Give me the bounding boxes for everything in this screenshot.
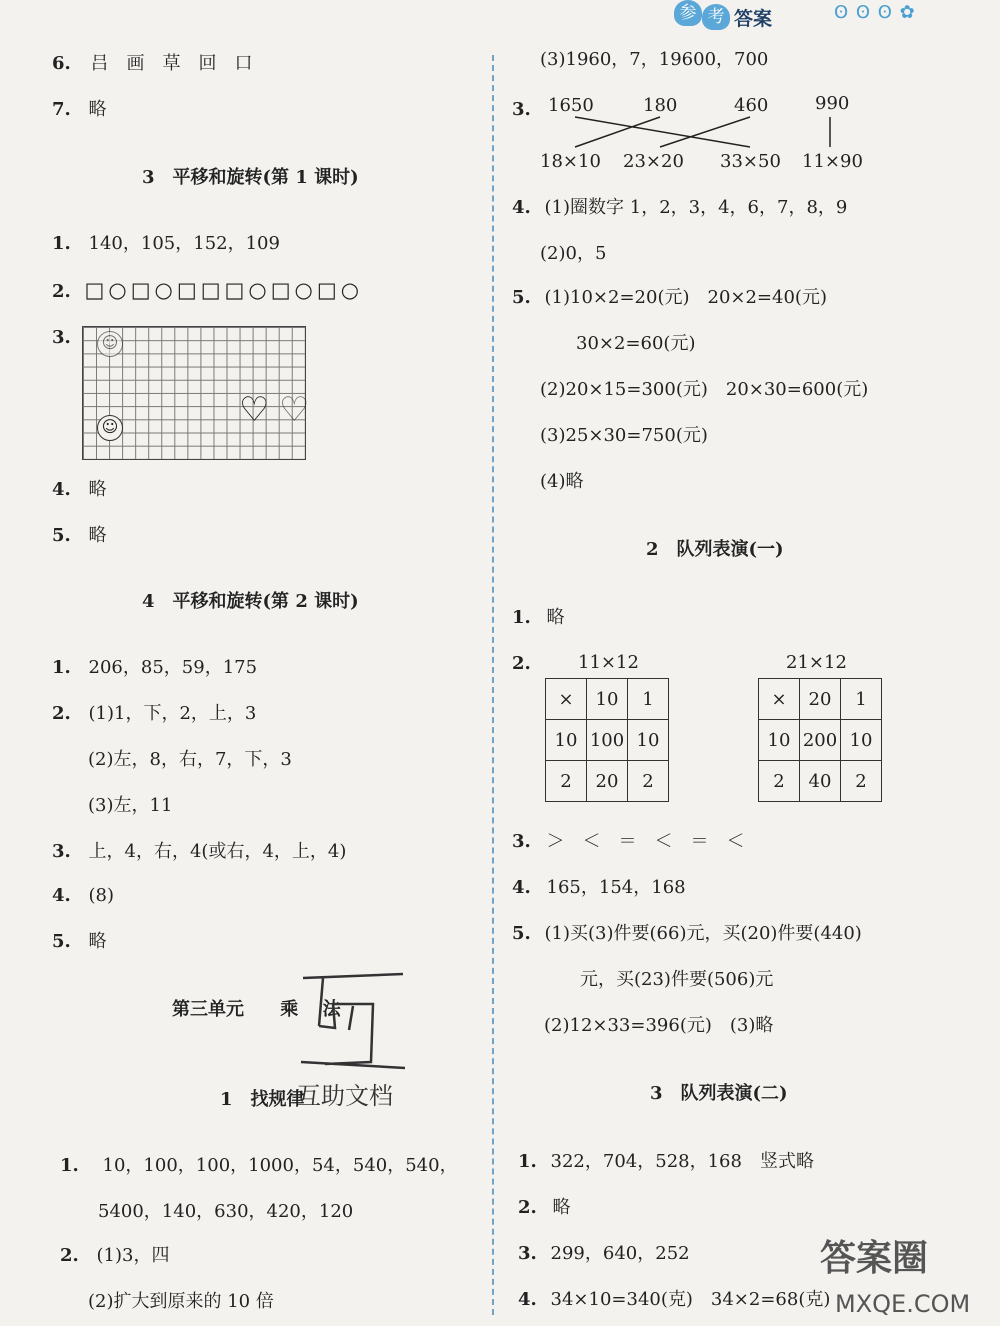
- left-q7: 7. 略: [52, 99, 107, 120]
- right-p4: 4. 165，154，168: [512, 877, 686, 898]
- flower-decoration-icon: ʘ ʘ ʘ ✿: [834, 2, 916, 23]
- right-q5-b: 30×2=60(元): [576, 333, 696, 354]
- table-cell: ×: [546, 679, 587, 720]
- left-q6: 6. 吕 画 草 回 口: [52, 53, 253, 74]
- left-u1q2-b: (2)扩大到原来的 10 倍: [88, 1291, 274, 1312]
- right-p3: 3. ＞ ＜ ＝ ＜ ＝ ＜: [512, 831, 745, 852]
- site-url: MXQE.COM: [835, 1290, 971, 1318]
- translation-grid: [82, 326, 310, 460]
- left-s4q2: 2. (1)1，下，2，上，3: [52, 703, 257, 724]
- header-badge-1: 参: [674, 0, 702, 26]
- left-u1q2: 2. (1)3，四: [60, 1245, 170, 1266]
- table-cell: 20: [800, 679, 841, 720]
- table-cell: 100: [587, 720, 628, 761]
- right-p2-num: 2.: [512, 653, 531, 674]
- section-title-1: 1 找规律: [220, 1089, 305, 1110]
- table-row: [759, 761, 882, 802]
- table-cell: 1: [841, 679, 882, 720]
- match-bottom-2: 33×50: [720, 151, 781, 172]
- right-q5-e: (4)略: [540, 471, 584, 492]
- heart-outline-icon: ♡: [239, 390, 270, 430]
- section-title-3: 3 平移和旋转(第 1 课时): [142, 167, 359, 188]
- left-s3q4: 4. 略: [52, 479, 107, 500]
- right-p5-b: 元，买(23)件要(506)元: [580, 969, 774, 990]
- section-title-4: 4 平移和旋转(第 2 课时): [142, 591, 359, 612]
- table-cell: ×: [759, 679, 800, 720]
- table-cell: 20: [587, 761, 628, 802]
- right-q5: 5. (1)10×2=20(元) 20×2=40(元): [512, 287, 827, 308]
- right-q4: 4. (1)圈数字 1，2，3，4，6，7，8，9: [512, 197, 848, 218]
- match-bottom-0: 18×10: [540, 151, 601, 172]
- table-row: [546, 761, 669, 802]
- match-top-3: 990: [815, 93, 850, 114]
- table-row: [546, 679, 669, 720]
- match-bottom-3: 11×90: [802, 151, 863, 172]
- left-s4q4: 4. (8): [52, 885, 115, 906]
- right-q4-b: (2)0，5: [540, 243, 607, 264]
- table-cell: 10: [587, 679, 628, 720]
- left-s4q3: 3. 上，4，右，4(或右，4，上，4): [52, 841, 347, 862]
- table-cell: 2: [546, 761, 587, 802]
- watermark-text: 互助文档: [297, 1082, 393, 1110]
- smiley-face-icon: ☺: [97, 415, 123, 441]
- table-cell: 40: [800, 761, 841, 802]
- handwritten-stamp-icon: [295, 970, 415, 1070]
- left-s3q1: 1. 140，105，152，109: [52, 233, 280, 254]
- header-label: 答案: [734, 8, 773, 30]
- table-cell: 10: [841, 720, 882, 761]
- column-divider: [492, 55, 494, 1315]
- left-s3q5: 5. 略: [52, 525, 107, 546]
- table-cell: 1: [628, 679, 669, 720]
- right-r1: (3)1960，7，19600，700: [540, 49, 769, 70]
- table-row: [759, 679, 882, 720]
- table2-caption: 21×12: [786, 652, 847, 673]
- site-logo: 答案圈: [820, 1238, 929, 1279]
- left-s4q2-c: (3)左，11: [88, 795, 173, 816]
- right-p1: 1. 略: [512, 607, 565, 628]
- smiley-face-icon: ☺: [97, 331, 123, 357]
- left-s3q2: 2. □○□○□□□○□○□○: [52, 278, 364, 302]
- section-title-r3: 3 队列表演(二): [650, 1083, 788, 1104]
- table1-caption: 11×12: [578, 652, 639, 673]
- match-top-0: 1650: [548, 95, 594, 116]
- table-cell: 10: [546, 720, 587, 761]
- table-cell: 2: [759, 761, 800, 802]
- left-u1q1: 1. 10，100，100，1000，54，540，540，: [60, 1155, 458, 1176]
- right-t2: 2. 略: [518, 1197, 571, 1218]
- left-u1q1-b: 5400，140，630，420，120: [98, 1201, 354, 1222]
- table-row: [759, 720, 882, 761]
- match-bottom-1: 23×20: [623, 151, 684, 172]
- right-q5-c: (2)20×15=300(元) 20×30=600(元): [540, 379, 869, 400]
- heart-outline-icon: ♡: [279, 390, 310, 430]
- right-q3-num: 3.: [512, 99, 531, 120]
- section-title-r2: 2 队列表演(一): [646, 539, 784, 560]
- table-cell: 2: [841, 761, 882, 802]
- match-top-2: 460: [734, 95, 769, 116]
- table-cell: 10: [759, 720, 800, 761]
- match-top-1: 180: [643, 95, 678, 116]
- left-s3q3: 3.: [52, 327, 71, 348]
- left-s4q2-b: (2)左，8，右，7，下，3: [88, 749, 292, 770]
- table-cell: 2: [628, 761, 669, 802]
- unit-title: 第三单元 乘 法: [172, 999, 341, 1020]
- right-t1: 1. 322，704，528，168 竖式略: [518, 1151, 814, 1172]
- right-p5-c: (2)12×33=396(元) (3)略: [544, 1015, 774, 1036]
- left-s4q1: 1. 206，85，59，175: [52, 657, 258, 678]
- matching-lines: [535, 95, 855, 155]
- page-header: [666, 0, 1000, 34]
- table-cell: 200: [800, 720, 841, 761]
- right-q5-d: (3)25×30=750(元): [540, 425, 708, 446]
- right-p5: 5. (1)买(3)件要(66)元，买(20)件要(440): [512, 923, 862, 944]
- left-s4q5: 5. 略: [52, 931, 107, 952]
- multiplication-table-2: [758, 678, 882, 802]
- right-t4: 4. 34×10=340(克) 34×2=68(克): [518, 1289, 831, 1310]
- table-row: [546, 720, 669, 761]
- table-cell: 10: [628, 720, 669, 761]
- multiplication-table-1: [545, 678, 669, 802]
- right-t3: 3. 299，640，252: [518, 1243, 690, 1264]
- header-badge-2: 考: [702, 4, 730, 30]
